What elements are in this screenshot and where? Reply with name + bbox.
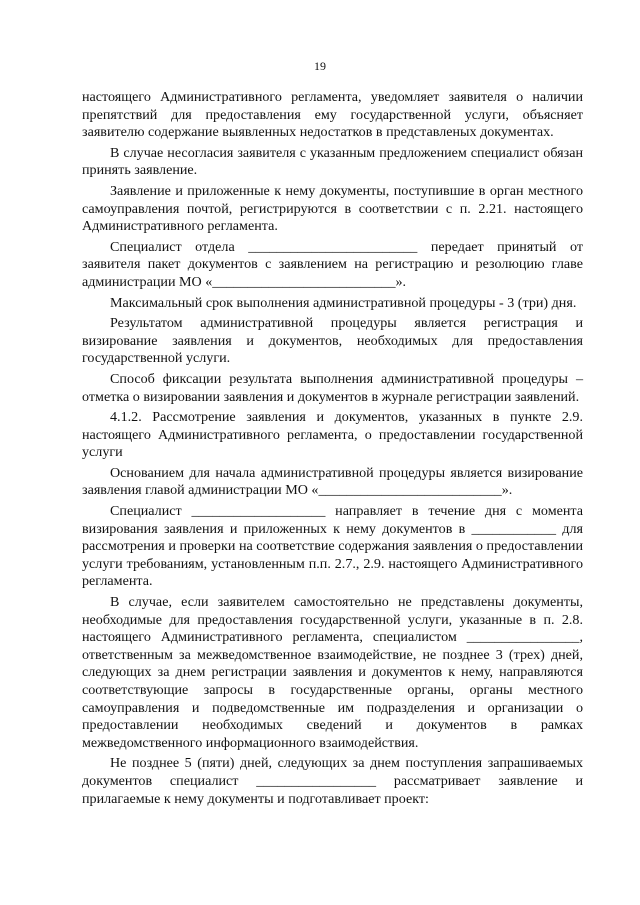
paragraph-2: В случае несогласия заявителя с указанным предложением специалист обязан принять заявление. bbox=[82, 144, 583, 179]
paragraph-9: Основанием для начала административной процедуры является визирование заявления главой администрации МО «__________________________». bbox=[82, 464, 583, 499]
paragraph-8: 4.1.2. Рассмотрение заявления и документов, указанных в пункте 2.9. настоящего Административного регламента, о предоставлении государственной услуги bbox=[82, 409, 583, 461]
paragraph-6: Результатом административной процедуры является регистрация и визирование заявления и документов, необходимых для предоставления государственной услуги. bbox=[82, 315, 583, 367]
page-number: 19 bbox=[314, 59, 326, 73]
paragraph-12: Не позднее 5 (пяти) дней, следующих за днем поступления запрашиваемых документов специалист _________________ рассматривает заявление и прилагаемые к нему документы и подготавливает проект: bbox=[82, 755, 583, 807]
paragraph-4: Специалист отдела ________________________ передает принятый от заявителя пакет документов с заявлением на регистрацию и резолюцию главе администрации МО «__________________________». bbox=[82, 238, 583, 290]
paragraph-3: Заявление и приложенные к нему документы, поступившие в орган местного самоуправления почтой, регистрируются в соответствии с п. 2.21. настоящего Административного регламента. bbox=[82, 182, 583, 235]
paragraph-11: В случае, если заявителем самостоятельно не представлены документы, необходимые для предоставления государственной услуги, указанные в п. 2.8. настоящего Административного регламента, специалистом ________________, ответственным за межведомственное взаимодействие, не позднее 3 (трех) дней, следующих за днем регистрации заявления и документов к нему, направляются соответствующие запросы в государственные органы, органы местного самоуправления и подведомственные им подразделения и организации о предоставлении необходимых сведений и документов в рамках межведомственного информационного взаимодействия. bbox=[82, 594, 583, 751]
paragraph-5: Максимальный срок выполнения административной процедуры - 3 (три) дня. bbox=[110, 294, 577, 311]
paragraph-1: настоящего Административного регламента, уведомляет заявителя о наличии препятствий для предоставления ему государственной услуги, объясняет заявителю содержание выявленных недостатков в представленых документах. bbox=[82, 89, 583, 141]
paragraph-7: Способ фиксации результата выполнения административной процедуры – отметка о визировании заявления и документов в журнале регистрации заявлений. bbox=[82, 370, 583, 405]
document-body bbox=[82, 89, 583, 811]
paragraph-10: Специалист ___________________ направляет в течение дня с момента визирования заявления и приложенных к нему документов в ____________ для рассмотрения и проверки на соответствие содержания заявления о предоставлении услуги требованиям, установленным п.п. 2.7., 2.9. настоящего Административного регламента. bbox=[82, 503, 583, 590]
